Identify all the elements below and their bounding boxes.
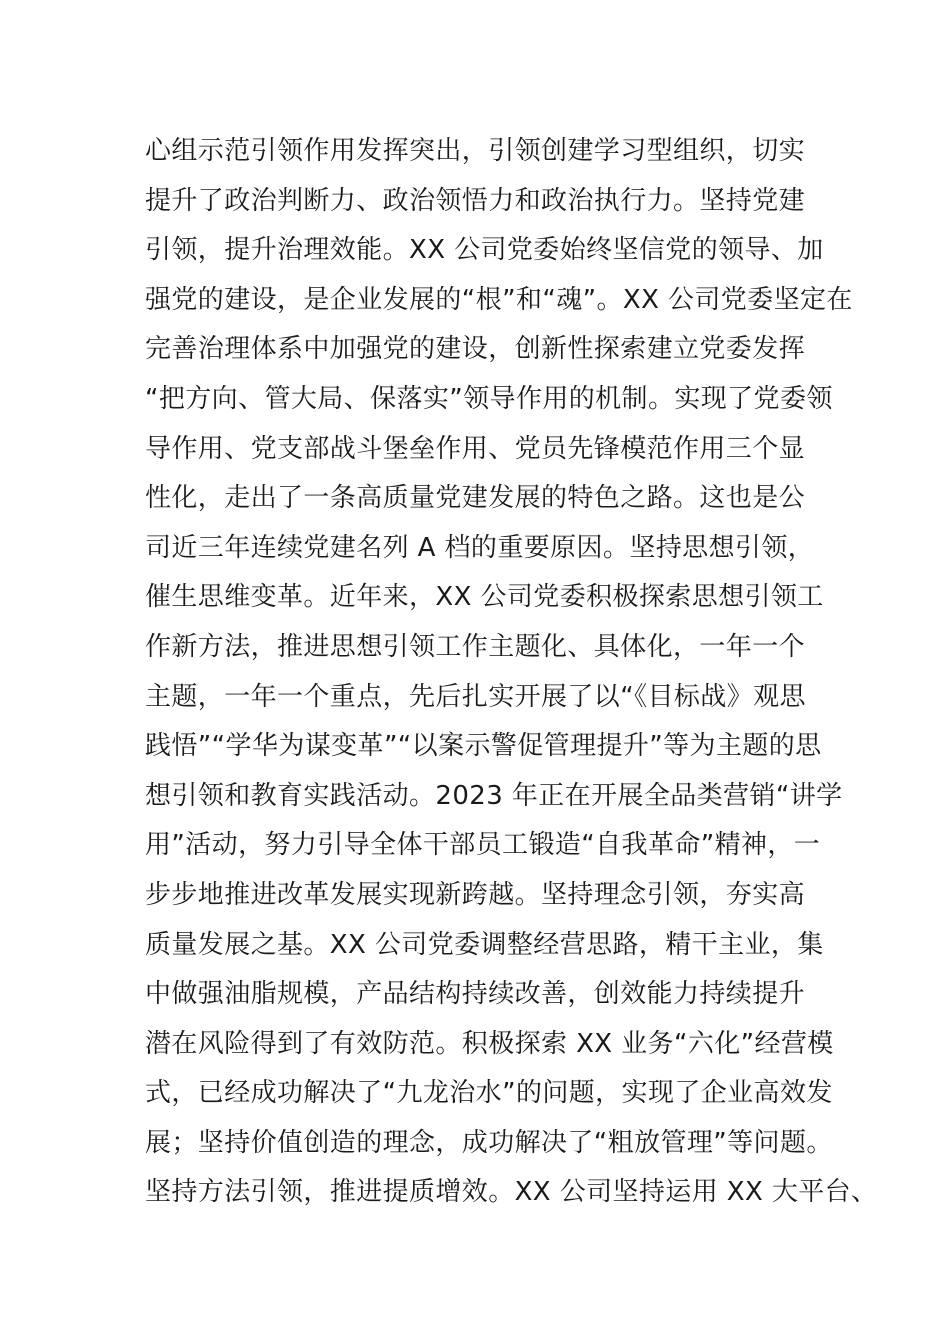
text-line: 坚持方法引领，推进提质增效。XX 公司坚持运用 XX 大平台、	[145, 1177, 878, 1208]
text-line: 心组示范引领作用发挥突出，引领创建学习型组织，切实	[145, 136, 806, 166]
text-line: 质量发展之基。XX 公司党委调整经营思路，精干主业，集	[145, 929, 824, 960]
text-line: 引领，提升治理效能。XX 公司党委始终坚信党的领导、加	[145, 235, 824, 266]
text-line: 性化，走出了一条高质量党建发展的特色之路。这也是公	[145, 483, 806, 514]
text-line: 式，已经成功解决了“九龙治水”的问题，实现了企业高效发	[145, 1078, 833, 1109]
text-line: 中做强油脂规模，产品结构持续改善，创效能力持续提升	[145, 979, 806, 1010]
body-paragraph	[145, 127, 878, 1218]
text-line: 完善治理体系中加强党的建设，创新性探索建立党委发挥	[145, 334, 806, 365]
text-line: 步步地推进改革发展实现新跨越。坚持理念引领，夯实高	[145, 879, 806, 910]
text-line: 作新方法，推进思想引领工作主题化、具体化，一年一个	[145, 631, 806, 662]
text-line: 强党的建设，是企业发展的“根”和“魂”。XX 公司党委坚定在	[145, 284, 853, 315]
text-line: 用”活动，努力引导全体干部员工锻造“自我革命”精神，一	[145, 830, 821, 861]
text-line: 催生思维变革。近年来，XX 公司党委积极探索思想引领工	[145, 582, 824, 613]
text-line: 主题，一年一个重点，先后扎实开展了以“《目标战》观思	[145, 681, 806, 712]
text-line: 潜在风险得到了有效防范。积极探索 XX 业务“六化”经营模	[145, 1028, 834, 1059]
text-line: 司近三年连续党建名列 A 档的重要原因。坚持思想引领，	[145, 532, 815, 563]
text-line: 提升了政治判断力、政治领悟力和政治执行力。坚持党建	[145, 185, 806, 216]
text-line: 想引领和教育实践活动。2023 年正在开展全品类营销“讲学	[145, 780, 843, 811]
text-line: 展；坚持价值创造的理念，成功解决了“粗放管理”等问题。	[145, 1127, 833, 1158]
text-line: 践悟”“学华为谋变革”“以案示警促管理提升”等为主题的思	[145, 731, 822, 762]
text-line: 导作用、党支部战斗堡垒作用、党员先锋模范作用三个显	[145, 433, 806, 464]
text-line: “把方向、管大局、保落实”领导作用的机制。实现了党委领	[145, 383, 833, 414]
